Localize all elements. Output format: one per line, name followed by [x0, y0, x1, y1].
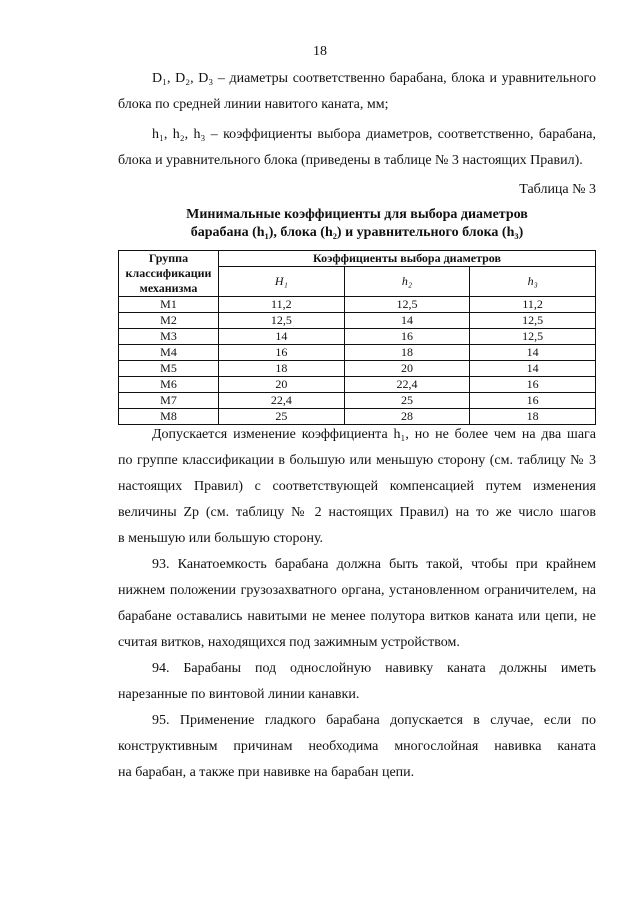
text-line: барабане оставались навитыми не менее полутора витков каната или цепи, не — [118, 609, 596, 624]
h1-cell: 11,2 — [219, 297, 345, 313]
h1-cell: 14 — [219, 329, 345, 345]
group-cell: M1 — [119, 297, 219, 313]
h1-cell: 18 — [219, 361, 345, 377]
table-title — [118, 206, 596, 242]
h1-cell: 16 — [219, 345, 345, 361]
paragraph-94 — [118, 656, 596, 708]
table-row — [119, 361, 596, 377]
h1-cell: 22,4 — [219, 393, 345, 409]
group-header: Группа классификации механизма — [119, 251, 219, 297]
h3-header: h₃ — [470, 267, 596, 297]
h1-cell: 25 — [219, 409, 345, 425]
text-line: по группе классификации в большую или меньшую сторону (см. таблицу № 3 — [118, 453, 596, 468]
table-label: Таблица № 3 — [519, 182, 596, 197]
group-cell: M7 — [119, 393, 219, 409]
group-cell: M6 — [119, 377, 219, 393]
table-row — [119, 393, 596, 409]
table-row — [119, 313, 596, 329]
paragraph-93 — [118, 552, 596, 656]
table-title-line: барабана (h₁), блока (h₂) и уравнительного блока (h₃) — [190, 225, 524, 240]
text-line: в меньшую или большую сторону. — [118, 531, 324, 546]
table-row — [119, 345, 596, 361]
table-row — [119, 329, 596, 345]
h2-cell: 12,5 — [344, 297, 470, 313]
h2-cell: 25 — [344, 393, 470, 409]
group-cell: M5 — [119, 361, 219, 377]
intro-line: блока по средней линии навитого каната, мм; — [118, 97, 389, 112]
group-cell: M3 — [119, 329, 219, 345]
intro-line: h₁, h₂, h₃ – коэффициенты выбора диаметров, соответственно, барабана, — [152, 127, 596, 142]
text-line: считая витков, находящихся под зажимным устройством. — [118, 635, 460, 650]
table-row — [119, 297, 596, 313]
page-number: 18 — [313, 44, 327, 59]
h2-header: h₂ — [344, 267, 470, 297]
text-line: 95. Применение гладкого барабана допускается в случае, если по — [152, 713, 596, 728]
paragraph-coefficient-change — [118, 422, 596, 552]
group-cell: M4 — [119, 345, 219, 361]
text-line: 93. Канатоемкость барабана должна быть такой, чтобы при крайнем — [152, 557, 596, 572]
h1-header: H₁ — [219, 267, 345, 297]
text-line: Допускается изменение коэффициента h₁, но не более чем на два шага — [152, 427, 596, 442]
h2-cell: 22,4 — [344, 377, 470, 393]
h3-cell: 16 — [470, 393, 596, 409]
text-line: на барабан, а также при навивке на барабан цепи. — [118, 765, 415, 780]
text-line: нарезанные по винтовой линии канавки. — [118, 687, 360, 702]
coefficient-table — [118, 250, 596, 425]
h1-cell: 20 — [219, 377, 345, 393]
h3-cell: 14 — [470, 345, 596, 361]
h3-cell: 18 — [470, 409, 596, 425]
intro-line: блока и уравнительного блока (приведены в таблице № 3 настоящих Правил). — [118, 153, 583, 168]
text-line: 94. Барабаны под однослойную навивку каната должны иметь — [152, 661, 596, 676]
text-line: величины Zp (см. таблицу № 2 настоящих Правил) на то же число шагов — [118, 505, 596, 520]
h2-cell: 28 — [344, 409, 470, 425]
intro-paragraph — [118, 66, 596, 174]
group-cell: M2 — [119, 313, 219, 329]
text-line: конструктивным причинам необходима многослойная навивка каната — [118, 739, 596, 754]
paragraph-95 — [118, 708, 596, 786]
coefficient-header: Коэффициенты выбора диаметров — [219, 251, 596, 267]
h3-cell: 12,5 — [470, 313, 596, 329]
table-title-line: Минимальные коэффициенты для выбора диаметров — [186, 207, 528, 222]
h3-cell: 16 — [470, 377, 596, 393]
h2-cell: 18 — [344, 345, 470, 361]
h2-cell: 14 — [344, 313, 470, 329]
text-line: настоящих Правил) с соответствующей компенсацией путем изменения — [118, 479, 596, 494]
table-row — [119, 377, 596, 393]
text-line: нижнем положении грузозахватного органа, установленном ограничителем, на — [118, 583, 596, 598]
h3-cell: 14 — [470, 361, 596, 377]
h2-cell: 16 — [344, 329, 470, 345]
h2-cell: 20 — [344, 361, 470, 377]
intro-line: D₁, D₂, D₃ – диаметры соответственно барабана, блока и уравнительного — [152, 71, 596, 86]
h1-cell: 12,5 — [219, 313, 345, 329]
h3-cell: 11,2 — [470, 297, 596, 313]
h3-cell: 12,5 — [470, 329, 596, 345]
group-cell: M8 — [119, 409, 219, 425]
